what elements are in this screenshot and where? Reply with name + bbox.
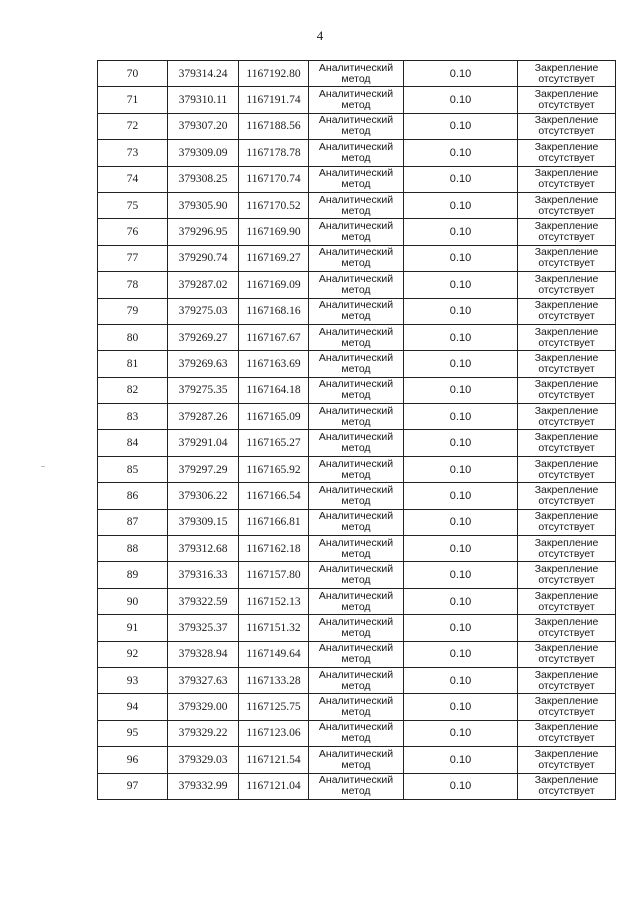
accuracy-cell: 0.10 — [404, 87, 518, 113]
accuracy-cell: 0.10 — [404, 298, 518, 324]
coordinate-y-cell: 1167165.27 — [239, 430, 309, 456]
accuracy-cell: 0.10 — [404, 773, 518, 799]
coordinate-x-cell: 379307.20 — [168, 113, 239, 139]
coordinate-x-cell: 379305.90 — [168, 192, 239, 218]
point-number-cell: 90 — [98, 588, 168, 614]
method-cell: Аналитический метод — [309, 641, 404, 667]
accuracy-cell: 0.10 — [404, 245, 518, 271]
table-row — [98, 773, 616, 799]
point-number-cell: 94 — [98, 694, 168, 720]
coordinate-x-cell: 379269.27 — [168, 324, 239, 350]
fixing-cell: Закрепление отсутствует — [518, 720, 616, 746]
coordinate-y-cell: 1167121.54 — [239, 747, 309, 773]
table-row — [98, 192, 616, 218]
point-number-cell: 93 — [98, 667, 168, 693]
accuracy-cell: 0.10 — [404, 562, 518, 588]
point-number-cell: 72 — [98, 113, 168, 139]
method-cell: Аналитический метод — [309, 113, 404, 139]
coordinate-y-cell: 1167166.81 — [239, 509, 309, 535]
accuracy-cell: 0.10 — [404, 430, 518, 456]
coordinate-x-cell: 379308.25 — [168, 166, 239, 192]
fixing-cell: Закрепление отсутствует — [518, 61, 616, 87]
coordinate-x-cell: 379329.03 — [168, 747, 239, 773]
accuracy-cell: 0.10 — [404, 272, 518, 298]
accuracy-cell: 0.10 — [404, 192, 518, 218]
coordinate-y-cell: 1167178.78 — [239, 140, 309, 166]
point-number-cell: 81 — [98, 351, 168, 377]
method-cell: Аналитический метод — [309, 456, 404, 482]
coordinate-y-cell: 1167121.04 — [239, 773, 309, 799]
table-row — [98, 166, 616, 192]
method-cell: Аналитический метод — [309, 219, 404, 245]
point-number-cell: 87 — [98, 509, 168, 535]
table-row — [98, 667, 616, 693]
coordinate-y-cell: 1167133.28 — [239, 667, 309, 693]
table-row — [98, 562, 616, 588]
coordinate-x-cell: 379329.00 — [168, 694, 239, 720]
method-cell: Аналитический метод — [309, 324, 404, 350]
coordinate-x-cell: 379287.26 — [168, 404, 239, 430]
coordinate-y-cell: 1167163.69 — [239, 351, 309, 377]
accuracy-cell: 0.10 — [404, 747, 518, 773]
accuracy-cell: 0.10 — [404, 536, 518, 562]
method-cell: Аналитический метод — [309, 509, 404, 535]
page-number: 4 — [316, 28, 324, 43]
method-cell: Аналитический метод — [309, 483, 404, 509]
accuracy-cell: 0.10 — [404, 694, 518, 720]
coordinate-x-cell: 379322.59 — [168, 588, 239, 614]
coordinate-y-cell: 1167149.64 — [239, 641, 309, 667]
margin-mark — [41, 466, 45, 467]
coordinate-y-cell: 1167191.74 — [239, 87, 309, 113]
fixing-cell: Закрепление отсутствует — [518, 667, 616, 693]
coordinate-x-cell: 379306.22 — [168, 483, 239, 509]
table-row — [98, 509, 616, 535]
accuracy-cell: 0.10 — [404, 720, 518, 746]
point-number-cell: 82 — [98, 377, 168, 403]
coordinate-y-cell: 1167169.90 — [239, 219, 309, 245]
coordinates-table — [97, 60, 616, 800]
fixing-cell: Закрепление отсутствует — [518, 694, 616, 720]
point-number-cell: 77 — [98, 245, 168, 271]
point-number-cell: 97 — [98, 773, 168, 799]
coordinate-y-cell: 1167157.80 — [239, 562, 309, 588]
table-body — [98, 61, 616, 800]
point-number-cell: 88 — [98, 536, 168, 562]
coordinate-y-cell: 1167162.18 — [239, 536, 309, 562]
accuracy-cell: 0.10 — [404, 615, 518, 641]
fixing-cell: Закрепление отсутствует — [518, 773, 616, 799]
fixing-cell: Закрепление отсутствует — [518, 219, 616, 245]
accuracy-cell: 0.10 — [404, 166, 518, 192]
accuracy-cell: 0.10 — [404, 641, 518, 667]
coordinate-y-cell: 1167123.06 — [239, 720, 309, 746]
point-number-cell: 75 — [98, 192, 168, 218]
fixing-cell: Закрепление отсутствует — [518, 456, 616, 482]
fixing-cell: Закрепление отсутствует — [518, 430, 616, 456]
accuracy-cell: 0.10 — [404, 588, 518, 614]
point-number-cell: 89 — [98, 562, 168, 588]
method-cell: Аналитический метод — [309, 747, 404, 773]
fixing-cell: Закрепление отсутствует — [518, 509, 616, 535]
table-row — [98, 113, 616, 139]
coordinate-y-cell: 1167151.32 — [239, 615, 309, 641]
coordinate-y-cell: 1167166.54 — [239, 483, 309, 509]
method-cell: Аналитический метод — [309, 430, 404, 456]
coordinate-y-cell: 1167165.09 — [239, 404, 309, 430]
coordinate-y-cell: 1167152.13 — [239, 588, 309, 614]
coordinate-x-cell: 379269.63 — [168, 351, 239, 377]
table-row — [98, 747, 616, 773]
fixing-cell: Закрепление отсутствует — [518, 747, 616, 773]
coordinate-y-cell: 1167170.74 — [239, 166, 309, 192]
table-row — [98, 588, 616, 614]
coordinate-y-cell: 1167167.67 — [239, 324, 309, 350]
fixing-cell: Закрепление отсутствует — [518, 588, 616, 614]
coordinate-y-cell: 1167192.80 — [239, 61, 309, 87]
point-number-cell: 78 — [98, 272, 168, 298]
coordinate-x-cell: 379296.95 — [168, 219, 239, 245]
table-row — [98, 536, 616, 562]
method-cell: Аналитический метод — [309, 61, 404, 87]
table-row — [98, 272, 616, 298]
accuracy-cell: 0.10 — [404, 483, 518, 509]
coordinate-x-cell: 379290.74 — [168, 245, 239, 271]
fixing-cell: Закрепление отсутствует — [518, 351, 616, 377]
fixing-cell: Закрепление отсутствует — [518, 404, 616, 430]
coordinate-y-cell: 1167169.27 — [239, 245, 309, 271]
accuracy-cell: 0.10 — [404, 456, 518, 482]
point-number-cell: 86 — [98, 483, 168, 509]
coordinate-x-cell: 379275.03 — [168, 298, 239, 324]
table-row — [98, 430, 616, 456]
method-cell: Аналитический метод — [309, 404, 404, 430]
fixing-cell: Закрепление отсутствует — [518, 166, 616, 192]
fixing-cell: Закрепление отсутствует — [518, 298, 616, 324]
point-number-cell: 80 — [98, 324, 168, 350]
coordinate-x-cell: 379297.29 — [168, 456, 239, 482]
fixing-cell: Закрепление отсутствует — [518, 272, 616, 298]
table-row — [98, 140, 616, 166]
accuracy-cell: 0.10 — [404, 667, 518, 693]
table-row — [98, 324, 616, 350]
coordinate-x-cell: 379309.09 — [168, 140, 239, 166]
coordinate-y-cell: 1167169.09 — [239, 272, 309, 298]
fixing-cell: Закрепление отсутствует — [518, 377, 616, 403]
method-cell: Аналитический метод — [309, 140, 404, 166]
point-number-cell: 85 — [98, 456, 168, 482]
coordinate-x-cell: 379332.99 — [168, 773, 239, 799]
coordinate-y-cell: 1167188.56 — [239, 113, 309, 139]
accuracy-cell: 0.10 — [404, 61, 518, 87]
method-cell: Аналитический метод — [309, 615, 404, 641]
table-row — [98, 351, 616, 377]
fixing-cell: Закрепление отсутствует — [518, 140, 616, 166]
coordinate-x-cell: 379329.22 — [168, 720, 239, 746]
point-number-cell: 74 — [98, 166, 168, 192]
coordinate-x-cell: 379287.02 — [168, 272, 239, 298]
table-row — [98, 377, 616, 403]
coordinate-x-cell: 379275.35 — [168, 377, 239, 403]
fixing-cell: Закрепление отсутствует — [518, 324, 616, 350]
fixing-cell: Закрепление отсутствует — [518, 87, 616, 113]
fixing-cell: Закрепление отсутствует — [518, 641, 616, 667]
method-cell: Аналитический метод — [309, 720, 404, 746]
method-cell: Аналитический метод — [309, 667, 404, 693]
point-number-cell: 79 — [98, 298, 168, 324]
table-row — [98, 298, 616, 324]
fixing-cell: Закрепление отсутствует — [518, 245, 616, 271]
coordinate-x-cell: 379314.24 — [168, 61, 239, 87]
point-number-cell: 95 — [98, 720, 168, 746]
point-number-cell: 70 — [98, 61, 168, 87]
accuracy-cell: 0.10 — [404, 113, 518, 139]
method-cell: Аналитический метод — [309, 245, 404, 271]
method-cell: Аналитический метод — [309, 87, 404, 113]
table-row — [98, 404, 616, 430]
coordinate-x-cell: 379291.04 — [168, 430, 239, 456]
method-cell: Аналитический метод — [309, 536, 404, 562]
point-number-cell: 73 — [98, 140, 168, 166]
table-row — [98, 219, 616, 245]
method-cell: Аналитический метод — [309, 694, 404, 720]
coordinate-x-cell: 379325.37 — [168, 615, 239, 641]
method-cell: Аналитический метод — [309, 351, 404, 377]
coordinate-x-cell: 379328.94 — [168, 641, 239, 667]
method-cell: Аналитический метод — [309, 298, 404, 324]
point-number-cell: 91 — [98, 615, 168, 641]
fixing-cell: Закрепление отсутствует — [518, 536, 616, 562]
point-number-cell: 84 — [98, 430, 168, 456]
method-cell: Аналитический метод — [309, 272, 404, 298]
point-number-cell: 83 — [98, 404, 168, 430]
method-cell: Аналитический метод — [309, 773, 404, 799]
method-cell: Аналитический метод — [309, 377, 404, 403]
method-cell: Аналитический метод — [309, 562, 404, 588]
fixing-cell: Закрепление отсутствует — [518, 113, 616, 139]
coordinate-y-cell: 1167125.75 — [239, 694, 309, 720]
accuracy-cell: 0.10 — [404, 377, 518, 403]
table-row — [98, 694, 616, 720]
table-row — [98, 456, 616, 482]
method-cell: Аналитический метод — [309, 588, 404, 614]
point-number-cell: 92 — [98, 641, 168, 667]
fixing-cell: Закрепление отсутствует — [518, 615, 616, 641]
accuracy-cell: 0.10 — [404, 351, 518, 377]
accuracy-cell: 0.10 — [404, 140, 518, 166]
method-cell: Аналитический метод — [309, 166, 404, 192]
coordinate-x-cell: 379316.33 — [168, 562, 239, 588]
accuracy-cell: 0.10 — [404, 219, 518, 245]
fixing-cell: Закрепление отсутствует — [518, 192, 616, 218]
fixing-cell: Закрепление отсутствует — [518, 562, 616, 588]
point-number-cell: 71 — [98, 87, 168, 113]
table-row — [98, 483, 616, 509]
coordinate-x-cell: 379309.15 — [168, 509, 239, 535]
fixing-cell: Закрепление отсутствует — [518, 483, 616, 509]
coordinate-x-cell: 379327.63 — [168, 667, 239, 693]
table-row — [98, 245, 616, 271]
table-row — [98, 720, 616, 746]
accuracy-cell: 0.10 — [404, 509, 518, 535]
coordinate-x-cell: 379312.68 — [168, 536, 239, 562]
accuracy-cell: 0.10 — [404, 404, 518, 430]
coordinate-x-cell: 379310.11 — [168, 87, 239, 113]
table-row — [98, 641, 616, 667]
coordinate-y-cell: 1167164.18 — [239, 377, 309, 403]
table-row — [98, 87, 616, 113]
method-cell: Аналитический метод — [309, 192, 404, 218]
point-number-cell: 96 — [98, 747, 168, 773]
accuracy-cell: 0.10 — [404, 324, 518, 350]
point-number-cell: 76 — [98, 219, 168, 245]
table-row — [98, 615, 616, 641]
table-row — [98, 61, 616, 87]
coordinate-y-cell: 1167170.52 — [239, 192, 309, 218]
coordinate-y-cell: 1167165.92 — [239, 456, 309, 482]
coordinate-y-cell: 1167168.16 — [239, 298, 309, 324]
